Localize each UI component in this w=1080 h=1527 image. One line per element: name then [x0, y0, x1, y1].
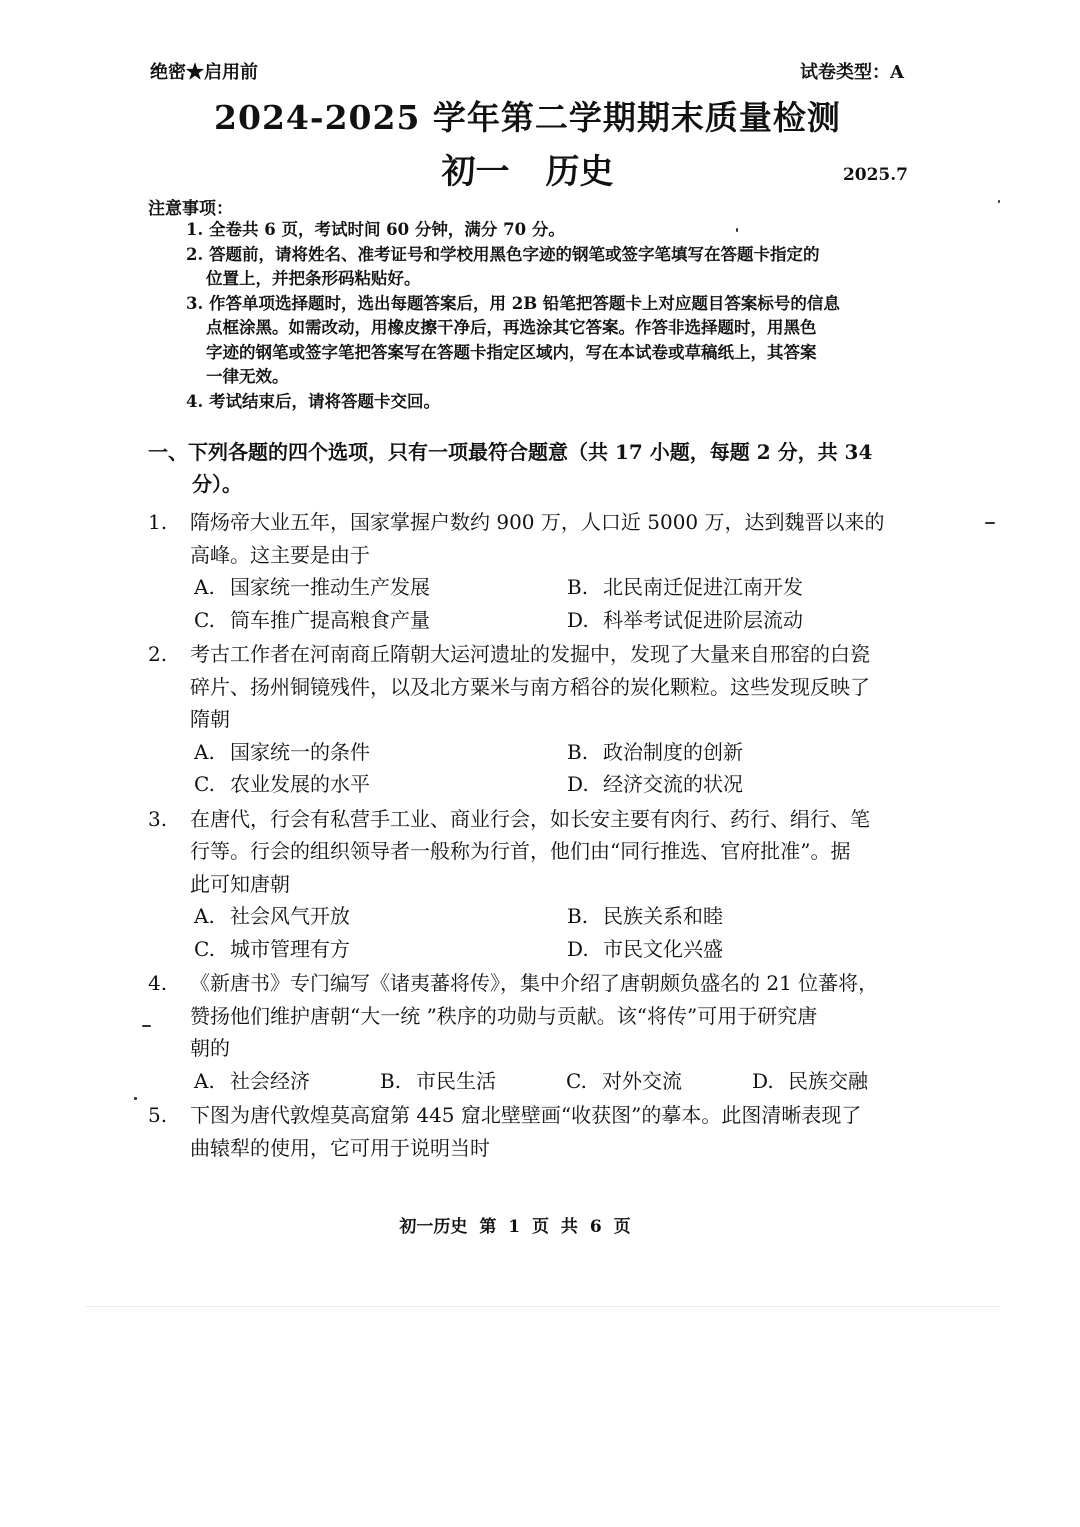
notice-list [186, 218, 911, 414]
notice-item: 2. 答题前，请将姓名、准考证号和学校用黑色字迹的钢笔或签字笔填写在答题卡指定的 [186, 244, 820, 264]
option-key: B. [567, 575, 589, 599]
notice-item-continued: 一律无效。 [206, 367, 289, 386]
question-text-line: 此可知唐朝 [190, 871, 290, 896]
question-text-line: 《新唐书》专门编写《诸夷蕃将传》，集中介绍了唐朝颇负盛名的 21 位蕃将， [190, 971, 879, 995]
question-text-line: 隋朝 [190, 707, 230, 731]
question-text-line: 在唐代，行会有私营手工业、商业行会，如长安主要有肉行、药行、绢行、笔 [190, 806, 870, 831]
question-text-line: 朝的 [190, 1036, 230, 1060]
option-c [194, 768, 567, 801]
option-key: A. [194, 1068, 215, 1093]
option-key: D. [752, 1068, 774, 1093]
notice-item-continued: 位置上，并把条形码粘贴好。 [206, 269, 421, 288]
option-c [194, 933, 567, 966]
page-footer: 初一历史 第 1 页 共 6 页 [399, 1217, 631, 1237]
option-b [380, 1065, 566, 1098]
question-stem [148, 803, 918, 901]
option-d [567, 604, 940, 637]
question-number: 4. [148, 971, 168, 995]
option-key: A. [194, 904, 215, 928]
question-number: 5. [148, 1103, 168, 1127]
section-heading-line: 分）。 [192, 472, 242, 496]
question-text-line: 高峰。这主要是由于 [190, 542, 370, 567]
option-key: C. [194, 936, 215, 961]
question-text-line: 下图为唐代敦煌莫高窟第 445 窟北壁壁画“收获图”的摹本。此图清晰表现了 [190, 1103, 862, 1127]
scan-speck [142, 1025, 151, 1027]
option-key: B. [567, 904, 589, 928]
option-key: A. [194, 739, 215, 764]
question-3 [148, 803, 918, 966]
option-text: 筒车推广提高粮食产量 [230, 607, 430, 632]
option-d [567, 933, 940, 966]
option-key: B. [380, 1068, 402, 1093]
option-key: C. [194, 607, 215, 632]
option-text: 城市管理有方 [230, 936, 350, 961]
option-b [567, 736, 940, 769]
option-key: D. [567, 607, 589, 632]
option-text: 对外交流 [602, 1068, 682, 1093]
section-heading-line: 一、下列各题的四个选项，只有一项最符合题意（共 17 小题，每题 2 分，共 34 [148, 440, 873, 464]
option-c [194, 604, 567, 637]
option-text: 科举考试促进阶层流动 [603, 607, 803, 632]
question-number: 2. [148, 642, 168, 666]
notice-item: 1. 全卷共 6 页，考试时间 60 分钟，满分 70 分。 [186, 220, 565, 239]
notice-item-continued: 点框涂黑。如需改动，用橡皮擦干净后，再选涂其它答案。作答非选择题时，用黑色 [206, 318, 817, 337]
option-text: 社会经济 [230, 1068, 310, 1093]
option-key: C. [566, 1068, 587, 1093]
option-text: 北民南迁促进江南开发 [603, 575, 803, 599]
option-a [194, 571, 567, 604]
exam-title: 2024-2025 学年第二学期期末质量检测 [214, 98, 841, 137]
question-stem [148, 967, 918, 1065]
option-a [194, 900, 567, 933]
subject-label: 历史 [545, 152, 614, 192]
question-1 [148, 506, 918, 636]
option-text: 市民文化兴盛 [603, 936, 723, 961]
option-b [567, 571, 940, 604]
option-key: A. [194, 575, 215, 599]
option-text: 市民生活 [416, 1068, 496, 1093]
option-text: 社会风气开放 [230, 904, 350, 928]
option-text: 政治制度的创新 [603, 739, 743, 764]
question-text-line: 隋炀帝大业五年，国家掌握户数约 900 万，人口近 5000 万，达到魏晋以来的 [190, 510, 885, 534]
scan-speck [998, 200, 1000, 203]
option-key: B. [567, 739, 589, 764]
option-d [567, 768, 940, 801]
option-key: D. [567, 772, 589, 796]
question-4 [148, 967, 918, 1097]
question-text-line: 赞扬他们维护唐朝“大一统 ”秩序的功勋与贡献。该“将传”可用于研究唐 [190, 1003, 818, 1028]
question-number: 3. [148, 806, 168, 831]
option-text: 国家统一的条件 [230, 739, 370, 764]
question-text-line: 曲辕犁的使用，它可用于说明当时 [190, 1135, 490, 1160]
option-d [752, 1065, 938, 1098]
question-text-line: 考古工作者在河南商丘隋朝大运河遗址的发掘中，发现了大量来自邢窑的白瓷 [190, 642, 870, 666]
grade-label: 初一 [441, 152, 510, 192]
notice-heading: 注意事项： [148, 199, 233, 219]
question-stem [148, 638, 918, 736]
notice-item: 4. 考试结束后，请将答题卡交回。 [186, 391, 440, 411]
question-stem [148, 1099, 918, 1164]
option-c [566, 1065, 752, 1098]
option-a [194, 736, 567, 769]
notice-item-continued: 字迹的钢笔或签字笔把答案写在答题卡指定区域内，写在本试卷或草稿纸上，其答案 [206, 342, 817, 362]
option-text: 民族关系和睦 [603, 904, 723, 928]
section-heading [148, 436, 918, 500]
paper-type: 试卷类型：A [800, 62, 904, 83]
exam-date: 2025.7 [842, 165, 908, 185]
scan-speck [985, 522, 995, 524]
question-5 [148, 1099, 918, 1164]
option-a [194, 1065, 380, 1098]
option-text: 民族交融 [788, 1068, 868, 1093]
page-edge-line [85, 1306, 1000, 1307]
option-b [567, 900, 940, 933]
notice-item: 3. 作答单项选择题时，选出每题答案后，用 2B 铅笔把答题卡上对应题目答案标号的信息 [186, 293, 840, 313]
scan-speck [134, 1097, 137, 1100]
scan-speck [736, 228, 738, 232]
option-text: 经济交流的状况 [603, 772, 743, 796]
question-text-line: 行等。行会的组织领导者一般称为行首，他们由“同行推选、官府批准”。据 [190, 839, 851, 863]
option-key: C. [194, 772, 215, 796]
option-key: D. [567, 936, 589, 961]
option-text: 国家统一推动生产发展 [230, 575, 430, 599]
secret-mark: 绝密★启用前 [150, 62, 258, 83]
question-stem [148, 506, 918, 571]
question-list [148, 506, 918, 1166]
question-text-line: 碎片、扬州铜镜残件，以及北方粟米与南方稻谷的炭化颗粒。这些发现反映了 [190, 674, 870, 699]
question-number: 1. [148, 510, 168, 534]
option-text: 农业发展的水平 [230, 772, 370, 796]
question-2 [148, 638, 918, 801]
